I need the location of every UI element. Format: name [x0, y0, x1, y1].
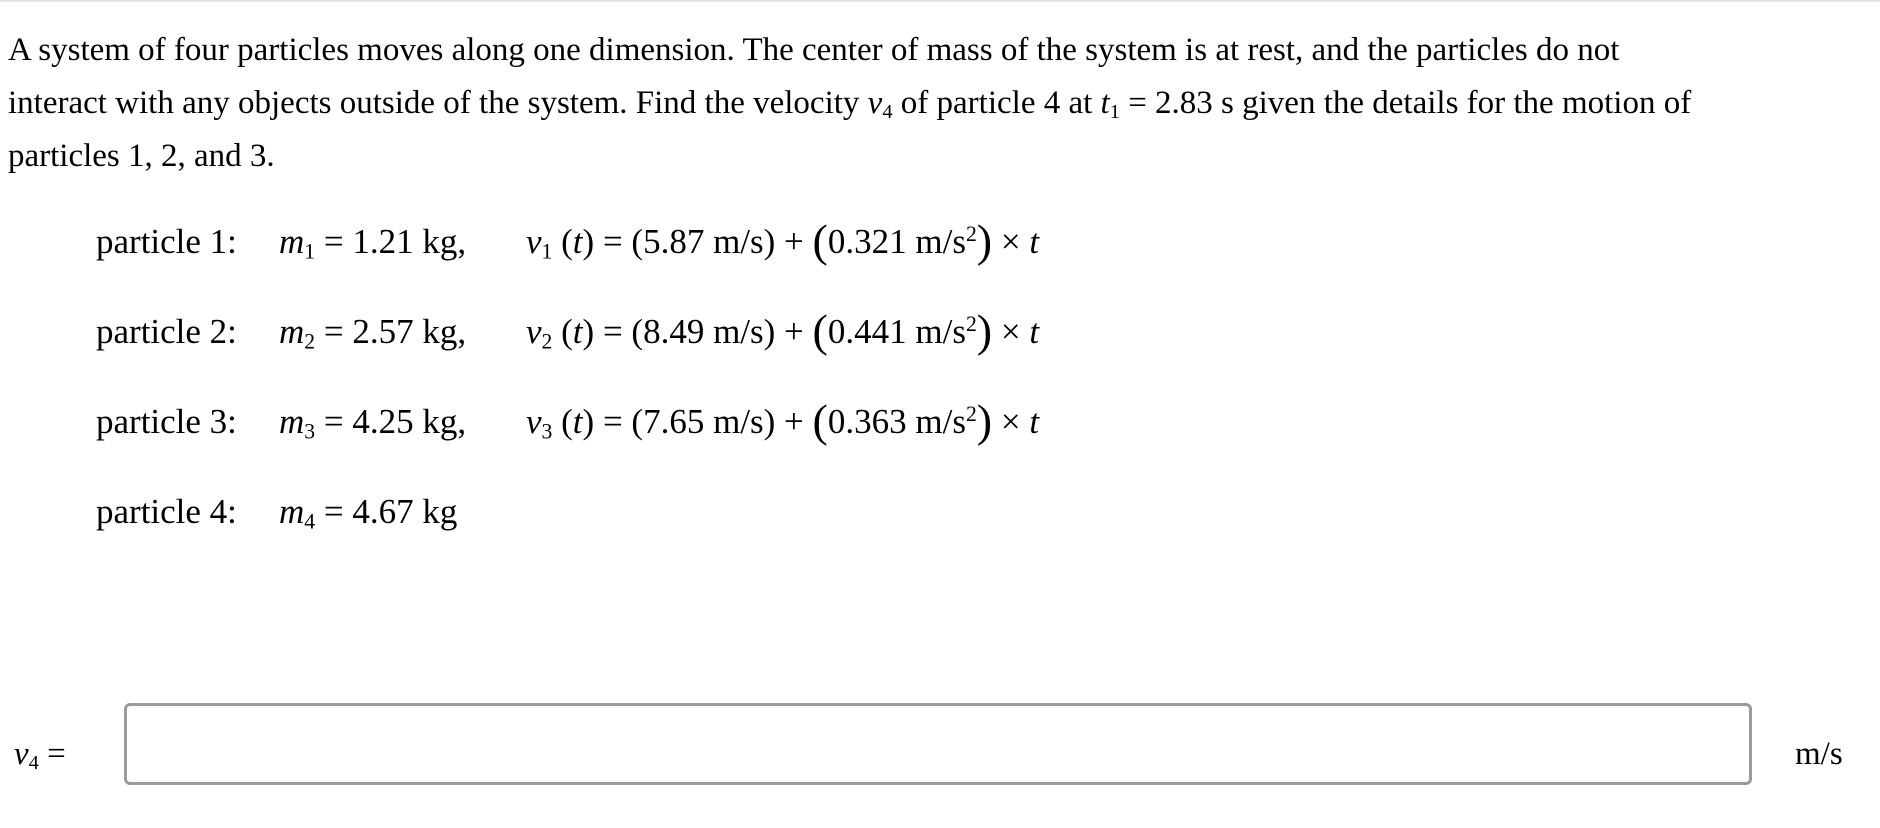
exponent: 2	[965, 312, 977, 337]
problem-line-2	[8, 77, 1870, 130]
particle-label: particle 1:	[96, 222, 237, 261]
time-symbol: t	[572, 312, 583, 351]
mass-expression	[279, 392, 466, 452]
mass-subscript: 2	[304, 329, 316, 354]
mass-value: = 4.67 kg	[315, 492, 458, 531]
acceleration-coefficient: 0.441 m/s	[827, 312, 966, 351]
time-symbol: t	[572, 402, 583, 441]
equals-sign: =	[38, 736, 66, 772]
times-sign: ×	[992, 402, 1030, 441]
particle-label: particle 3:	[96, 402, 237, 441]
velocity-expression: $v_3$ (t) = (7.65 m/s) + (0.363 $m/s^2) \times t$	[526, 395, 1040, 446]
velocity-symbol: v	[867, 85, 883, 121]
top-divider	[0, 0, 1880, 2]
answer-unit: m/s	[1795, 736, 1843, 772]
problem-text: of particle 4 at	[892, 85, 1101, 121]
problem-text: = 2.83 s given the details for the motion of	[1119, 85, 1692, 121]
problem-line-3	[8, 130, 1870, 183]
mass-symbol: m	[279, 402, 305, 441]
velocity-symbol: v	[526, 222, 542, 261]
mass-symbol: m	[279, 492, 305, 531]
mass-subscript: 4	[304, 509, 316, 534]
time-symbol: t	[1029, 222, 1040, 261]
answer-label	[14, 724, 66, 784]
velocity-constant: = (7.65 m/s) +	[594, 402, 813, 441]
problem-text: A system of four particles moves along one dimension. The center of mass of the system is at rest, and the particles do not	[8, 32, 1620, 68]
time-symbol: t	[572, 222, 583, 261]
time-symbol: t	[1029, 402, 1040, 441]
mass-symbol: m	[279, 312, 305, 351]
time-symbol: t	[1029, 312, 1040, 351]
velocity-subscript: 3	[541, 419, 553, 444]
velocity-subscript: 1	[541, 239, 553, 264]
velocity-constant: = (5.87 m/s) +	[594, 222, 813, 261]
velocity-subscript: 4	[28, 752, 39, 775]
times-sign: ×	[992, 312, 1030, 351]
velocity-expression: $v_2$ (t) = (8.49 m/s) + (0.441 $m/s^2) \times t$	[526, 305, 1040, 356]
velocity-expression: $v_1$ (t) = (5.87 m/s) + (0.321 $m/s^2) \times t$	[526, 215, 1040, 266]
exponent: 2	[965, 222, 977, 247]
velocity-symbol: v	[526, 312, 542, 351]
acceleration-coefficient: 0.363 m/s	[827, 402, 966, 441]
mass-symbol: m	[279, 222, 305, 261]
mass-subscript: 3	[304, 419, 316, 444]
velocity-symbol: v	[14, 736, 29, 772]
velocity-symbol: v	[526, 402, 542, 441]
mass-expression	[279, 212, 466, 272]
velocity-constant: = (8.49 m/s) +	[594, 312, 813, 351]
mass-value: = 1.21 kg,	[315, 222, 467, 261]
answer-input[interactable]	[124, 703, 1752, 785]
time-symbol: t	[1100, 85, 1110, 121]
velocity-subscript: 2	[541, 329, 553, 354]
time-subscript: 1	[1109, 101, 1120, 124]
mass-expression	[279, 302, 466, 362]
exponent: 2	[965, 402, 977, 427]
problem-statement	[8, 24, 1870, 183]
mass-subscript: 1	[304, 239, 316, 264]
acceleration-coefficient: 0.321 m/s	[827, 222, 966, 261]
mass-expression	[279, 482, 457, 542]
particle-label: particle 4:	[96, 492, 237, 531]
problem-text: interact with any objects outside of the system. Find the velocity	[8, 85, 868, 121]
mass-value: = 4.25 kg,	[315, 402, 467, 441]
particle-label: particle 2:	[96, 312, 237, 351]
times-sign: ×	[992, 222, 1030, 261]
problem-text: particles 1, 2, and 3.	[8, 138, 275, 174]
mass-value: = 2.57 kg,	[315, 312, 467, 351]
problem-line-1	[8, 24, 1870, 77]
velocity-subscript: 4	[882, 101, 893, 124]
